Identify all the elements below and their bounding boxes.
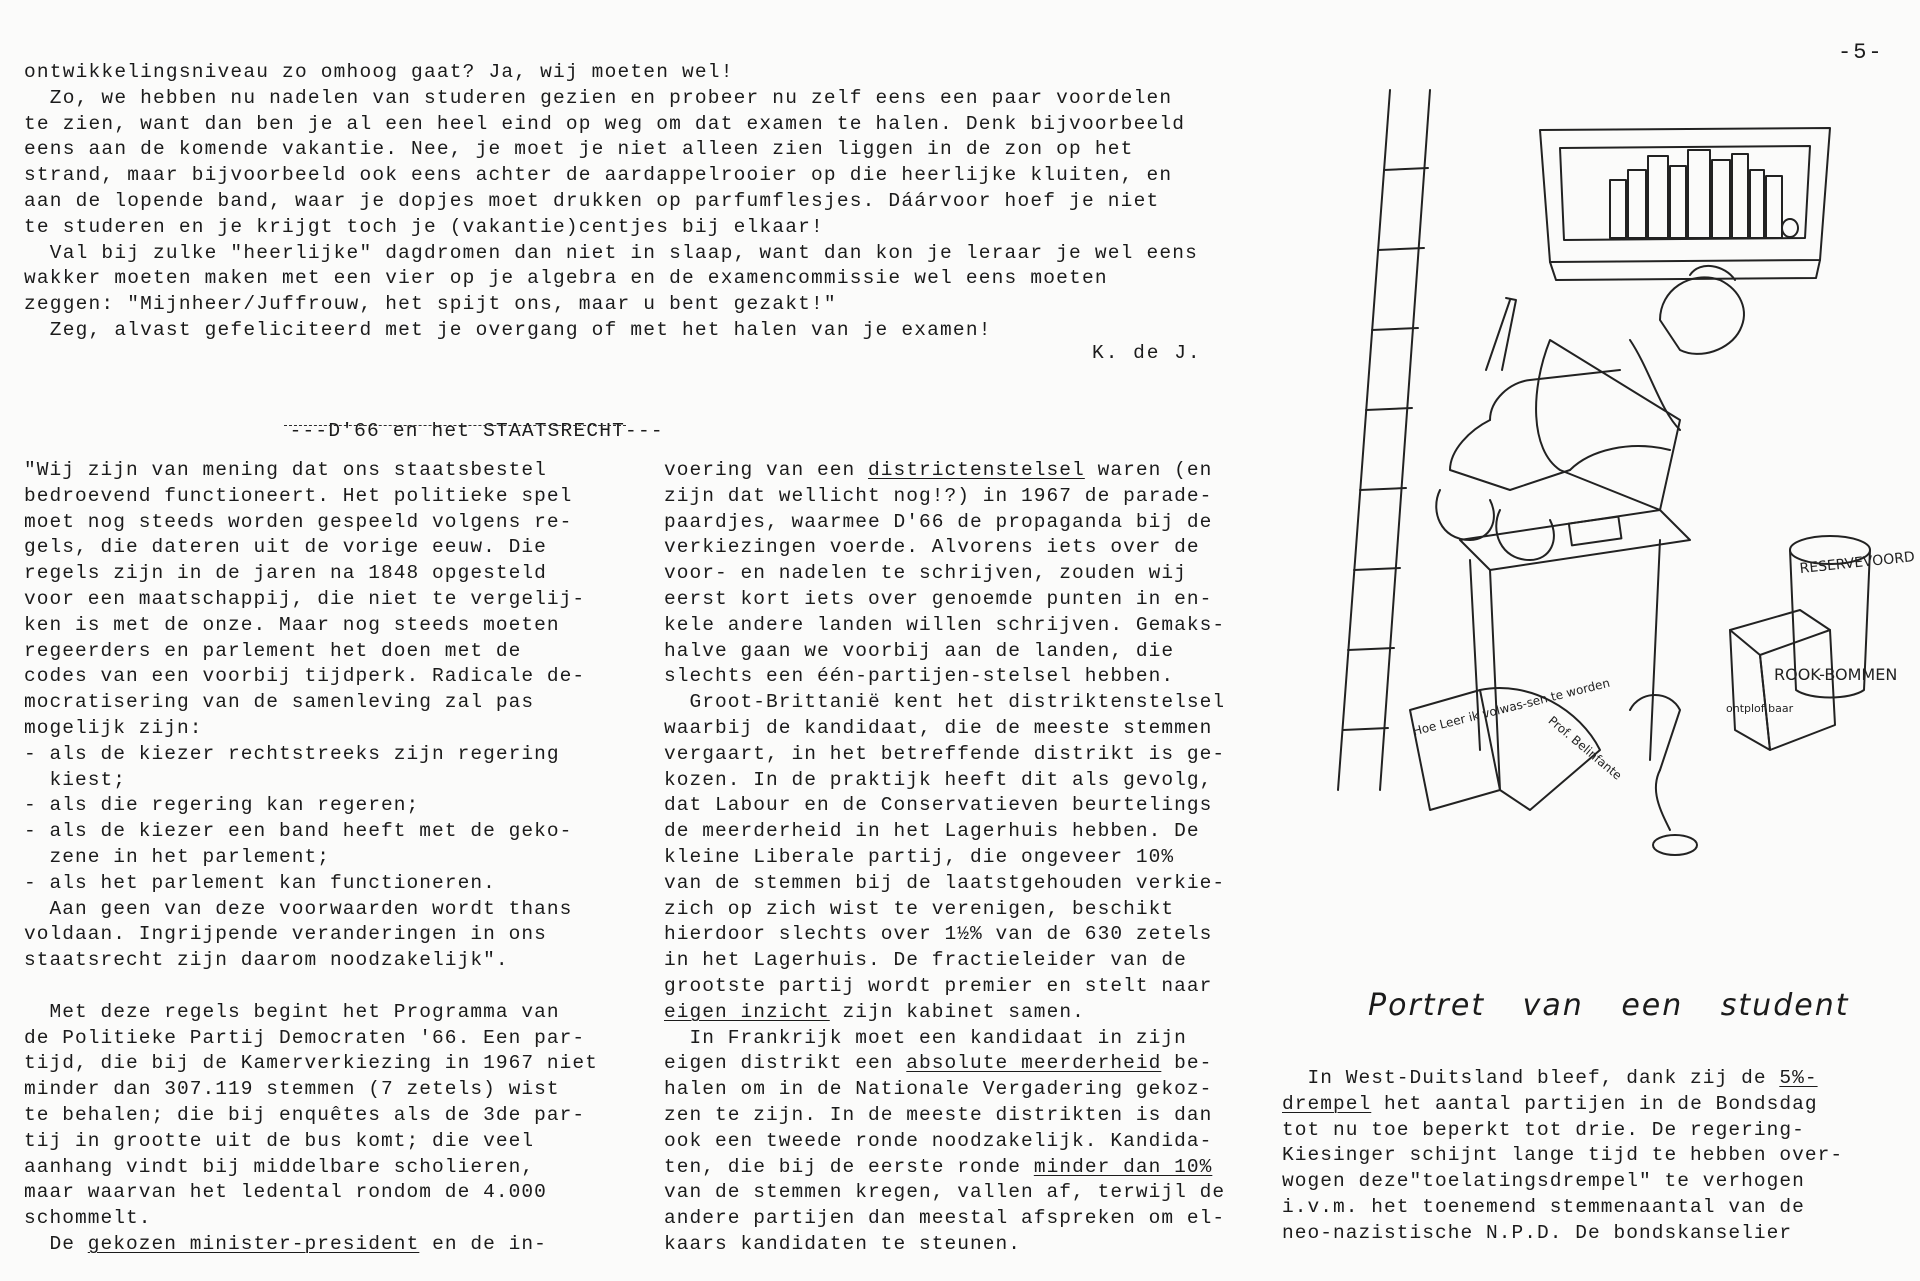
text-line: ten, die bij de eerste ronde minder dan 10% [664,1155,1213,1178]
text-line: regeerders en parlement het doen met de [24,639,522,662]
text-line: verkiezingen voerde. Alvorens iets over de [664,536,1200,559]
text-line: bedroevend functioneert. Het politieke spel [24,484,573,507]
underlined-term: gekozen minister-president [87,1232,420,1255]
text-line: moet nog steeds worden gespeeld volgens re- [24,510,573,533]
box-warning: ontplof baar [1726,702,1794,715]
text-line: te behalen; die bij enquêtes als de 3de par- [24,1103,586,1126]
student-figure-drawing [1436,266,1744,560]
section-heading-text: ---D'66 en het STAATSRECHT--- [289,420,664,442]
text-line: van de stemmen kregen, vallen af, terwijl de [664,1181,1226,1204]
text-line: gels, die dateren uit de vorige eeuw. Die [24,536,547,559]
bookshelf-drawing [1540,128,1830,280]
text-line: eerst kort iets over genoemde punten in en- [664,587,1213,610]
underlined-term: drempel [1282,1092,1372,1115]
text-line: slechts een één-partijen-stelsel hebben. [664,665,1175,688]
text-line: tot nu toe beperkt tot drie. De regering- [1282,1118,1805,1141]
intro-line: strand, maar bijvoorbeeld ook eens achter de aardappelrooier op die heerlijke kluiten, en [24,164,1173,187]
text-line: voering van een districtenstelsel waren (en [664,459,1213,481]
text-line: ook een tweede ronde noodzakelijk. Kandida- [664,1129,1213,1152]
text-line [24,974,624,1000]
underlined-term: absolute meerderheid [906,1052,1162,1075]
text-line: in het Lagerhuis. De fractieleider van de [664,949,1187,972]
text-line: "Wij zijn van mening dat ons staatsbestel [24,459,547,481]
text-line: mogelijk zijn: [24,716,203,739]
underlined-term: eigen inzicht [664,1000,830,1023]
text-line: voor- en nadelen te schrijven, zouden wij [664,562,1187,585]
underlined-term: 5%- [1779,1067,1818,1089]
text-line: In Frankrijk moet een kandidaat in zijn [664,1026,1187,1049]
text-line: - als de kiezer rechtstreeks zijn regering [24,742,560,765]
intro-line: Val bij zulke "heerlijke" dagdromen dan niet in slaap, want dan kon je leraar je wel eens [24,241,1199,264]
text-line: halen om in de Nationale Vergadering gekoz- [664,1078,1213,1101]
text-line: eigen distrikt een absolute meerderheid be- [664,1052,1213,1075]
text-line: de Politieke Partij Democraten '66. Een par- [24,1026,586,1049]
heading-underline [284,425,626,426]
text-line: Groot-Brittanië kent het distriktenstelsel [664,691,1226,714]
text-line: Kiesinger schijnt lange tijd te hebben over- [1282,1144,1844,1167]
box-label: ROOK-BOMMEN [1774,665,1898,684]
text-line: kleine Liberale partij, die ongeveer 10% [664,845,1175,868]
bin-label: RESERVEVOORD [1798,549,1916,578]
text-line: andere partijen dan meestal afspreken om el- [664,1207,1226,1230]
floor-books-drawing [1410,676,1624,810]
intro-line: wakker moeten maken met een vier op je algebra en de examencommissie wel eens moeten [24,267,1108,290]
text-line: - als de kiezer een band heeft met de geko- [24,820,573,843]
text-line: dat Labour en de Conservatieven beurtelings [664,794,1213,817]
text-line: - als die regering kan regeren; [24,794,420,817]
text-line: vergaart, in het betreffende distrikt is ge- [664,742,1226,765]
text-line: voor een maatschappij, die niet te vergelij- [24,587,586,610]
text-line: minder dan 307.119 stemmen (7 zetels) wist [24,1078,560,1101]
text-line: wogen deze"toelatingsdrempel" te verhogen [1282,1170,1805,1193]
left-column [24,458,624,1258]
text-line: zen te zijn. In de meeste distrikten is dan [664,1103,1213,1126]
text-line: - als het parlement kan functioneren. [24,871,496,894]
text-line: waarbij de kandidaat, die de meeste stemmen [664,716,1213,739]
text-line: kiest; [24,768,127,791]
intro-line: te studeren en je krijgt toch je (vakantie)centjes bij elkaar! [24,215,824,238]
page-number: -5- [1838,40,1884,65]
text-line: zene in het parlement; [24,845,331,868]
text-line: voldaan. Ingrijpende veranderingen in ons [24,923,547,946]
text-line: kozen. In de praktijk heeft dit als gevolg, [664,768,1213,791]
book-cover-1: Hoe Leer ik volwas-sen te worden [1411,675,1612,739]
text-line: zich op zich wist te verenigen, beschikt [664,897,1175,920]
text-line: De gekozen minister-president en de in- [24,1232,547,1255]
intro-line: ontwikkelingsniveau zo omhoog gaat? Ja, wij moeten wel! [24,61,734,83]
intro-line: Zo, we hebben nu nadelen van studeren gezien en probeer nu zelf eens een paar voordelen [24,86,1173,109]
text-line: ken is met de onze. Maar nog steeds moeten [24,613,560,636]
box-drawing [1726,610,1897,750]
text-line: Aan geen van deze voorwaarden wordt thans [24,897,573,920]
text-line: i.v.m. het toenemend stemmenaantal van de [1282,1195,1805,1218]
text-line: kaars kandidaten te steunen. [664,1232,1022,1255]
text-line: maar waarvan het ledental rondom de 4.000 [24,1181,547,1204]
student-portrait-illustration [1330,70,1916,970]
intro-line: aan de lopende band, waar je dopjes moet drukken op parfumflesjes. Dáárvoor hoef je niet [24,189,1160,212]
ladder-drawing [1338,90,1430,790]
underlined-term: minder dan 10% [1033,1155,1213,1178]
book-cover-2: Prof. Belinfante [1545,713,1625,783]
underlined-term: districtenstelsel [868,459,1085,481]
text-line: kele andere landen willen schrijven. Gemaks- [664,613,1226,636]
text-line: staatsrecht zijn daarom noodzakelijk". [24,949,509,972]
lamp-drawing [1630,695,1697,855]
text-line: halve gaan we voorbij aan de landen, die [664,639,1175,662]
intro-paragraphs [24,60,1274,344]
intro-line: Zeg, alvast gefeliciteerd met je overgang of met het halen van je examen! [24,318,992,341]
text-line: de meerderheid in het Lagerhuis hebben. De [664,820,1200,843]
text-line: neo-nazistische N.P.D. De bondskanselier [1282,1221,1793,1244]
text-line: drempel het aantal partijen in de Bondsdag [1282,1092,1818,1115]
text-line: aanhang vindt bij middelbare scholieren, [24,1155,535,1178]
text-line: schommelt. [24,1207,152,1230]
intro-line: eens aan de komende vakantie. Nee, je moet je niet alleen zien liggen in de zon op het [24,138,1134,161]
text-line: mocratisering van de samenleving zal pas [24,691,535,714]
text-line: hierdoor slechts over 1½% van de 630 zetels [664,923,1213,946]
text-line: van de stemmen bij de laatstgehouden verkie- [664,871,1226,894]
text-line: In West-Duitsland bleef, dank zij de 5%- [1282,1067,1818,1089]
author-signature: K. de J. [1092,342,1202,364]
text-line: tijd, die bij de Kamerverkiezing in 1967 niet [24,1052,598,1075]
intro-line: te zien, want dan ben je al een heel eind op weg om dat examen te halen. Denk bijvoorbeeld [24,112,1186,135]
text-line: codes van een voorbij tijdperk. Radicale de- [24,665,586,688]
middle-column [664,458,1280,1258]
right-column [1282,1066,1902,1247]
text-line: tij in grootte uit de bus komt; die veel [24,1129,535,1152]
text-line: zijn dat wellicht nog!?) in 1967 de parade- [664,484,1213,507]
text-line: grootste partij wordt premier en stelt naar [664,974,1213,997]
text-line: paardjes, waarmee D'66 de propaganda bij de [664,510,1213,533]
illustration-caption: Portret van een student [1368,988,1850,1023]
text-line: Met deze regels begint het Programma van [24,1000,560,1023]
text-line: regels zijn in de jaren na 1848 opgesteld [24,562,547,585]
intro-line: zeggen: "Mijnheer/Juffrouw, het spijt ons, maar u bent gezakt!" [24,293,837,316]
text-line: eigen inzicht zijn kabinet samen. [664,1000,1085,1023]
